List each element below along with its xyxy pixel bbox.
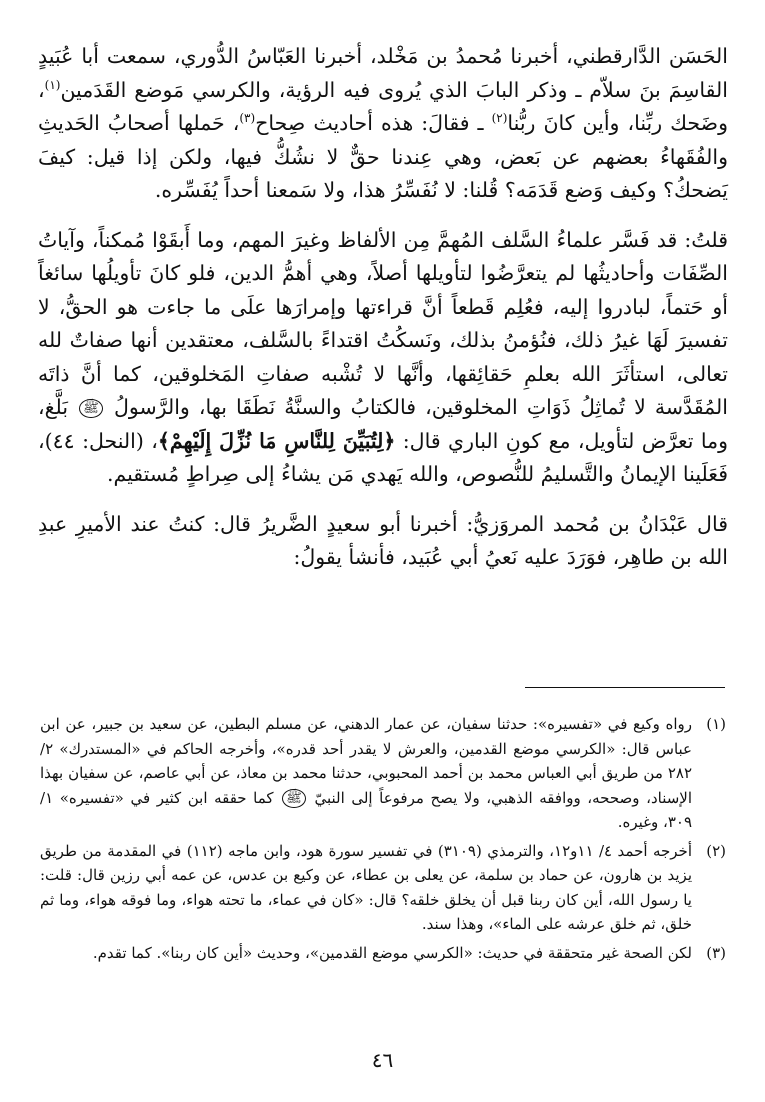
footnote-3 — [40, 941, 726, 966]
footnote-1-text-a: رواه وكيع في «تفسيره»: حدثنا سفيان، عن عمار الدهني، عن مسلم البطين، عن سعيد بن جبير، عن ابن عباس قال: «الكرسي موضع القدمين، والعرش لا يقدر أحد قدره»، وأخرجه الحاكم في «المستدرك» ٢/ ٢٨٢ من طريق أبي العباس محمد بن أحمد المحبوبي، حدثنا محمد بن معاذ، عن أبي عاصم، عن سفيان بهذا الإسناد، وصححه، ووافقه الذهبي، ولا يصح مرفوعاً إلى النبيّ — [40, 715, 693, 807]
page-number: ٤٦ — [371, 1048, 394, 1072]
footnote-text: أخرجه أحمد ٤/ ١١و١٢، والترمذي (٣١٠٩) في تفسير سورة هود، وابن ماجه (١١٢) في المقدمة من طريق يزيد بن هارون، عن حماد بن سلمة، عن يعلى بن عطاء، عن وكيع بن عدس، عن عمه أبي رزين قال: قلت: يا رسول الله، أين كان ربنا قبل أن يخلق خلقه؟ قال: «كان في عماء، ما تحته هواء، وما فوقه هواء، وما ثم خلق، ثم خلق عرشه على الماء»، وهذا سند. — [40, 841, 692, 933]
paragraph-1-text-c: ـ فقالَ: هذه أحاديث صِحاح — [255, 111, 484, 135]
paragraph-2-text-b: بَلَّغ، وما تعرَّض لتأويل، مع كونِ الباري قال: — [38, 395, 728, 453]
footnote-text — [40, 712, 692, 835]
footnote-number: (١) — [706, 715, 726, 733]
footnotes — [40, 712, 726, 969]
footnote-1 — [40, 712, 726, 835]
paragraph-1-text-d: ، حَملها أصحابُ الحَديثِ والفُقَهاءُ بعضهم عن بَعض، وهي عِندنا حقٌّ لا نشُكُّ فيها، ولكن إذا قيل: كيفَ يَضحكُ؟ وكيف وَضع قَدَمَه؟ قُلنا: لا نُفَسِّرُ هذا، ولا سَمعنا أحداً يُفَسِّره. — [38, 111, 728, 202]
footnote-2 — [40, 839, 726, 937]
footnote-text: لكن الصحة غير متحققة في حديث: «الكرسي موضع القدمين»، وحديث «أين كان ربنا». كما تقدم. — [92, 943, 692, 962]
footnote-separator — [525, 687, 725, 688]
footnote-number: (٢) — [706, 841, 726, 860]
salutation-icon: ﷺ — [282, 789, 306, 808]
footnote-ref-2[interactable]: (٢) — [491, 111, 508, 126]
paragraph-1 — [38, 40, 728, 208]
footnote-ref-1[interactable]: (١) — [44, 77, 61, 92]
main-text — [38, 40, 728, 575]
salutation-icon: ﷺ — [79, 399, 103, 418]
paragraph-2-text-c: ، (النحل: ٤٤)، فَعَلَينا الإيمانُ والتَّسليمُ للنُّصوص، والله يَهدي مَن يشاءُ إلى صِراطٍ مُستقيم. — [38, 428, 728, 486]
footnote-ref-3[interactable]: (٣) — [239, 111, 256, 126]
paragraph-2-text-a: قلتُ: قد فَسَّر علماءُ السَّلف المُهمَّ مِن الألفاظ وغيرَ المهم، وما أَبقَوْا مُمكناً، وآياتُ الصِّفَات وأحاديثُها لم يتعرَّضُوا لتأويلها أصلاً، وهي أهمُّ الدين، فلو كانَ تأويلُها سائغاً أو حَتماً، لبادروا إليه، فعُلِم قَطعاً أنَّ قراءتها وإمرارَها علَى ما جاءت هو الحقُّ، لا تفسيرَ لَهَا غيرُ ذلك، فنُؤمنُ بذلك، ونَسكُتُ اقتداءً بالسَّلف، معتقدين أنها صفاتٌ لله تعالى، استأثَرَ الله بعلمِ حَقائِقها، وأنَّها لا تُشْبه صفاتِ المَخلوقين، كما أنَّ ذاتَه المُقَدَّسة لا تُماثِلُ ذَوَاتِ المخلوقين، فالكتابُ والسنَّةُ نَطَقَا بها، والرَّسولُ — [38, 227, 728, 419]
paragraph-1-text-a: الحَسَن الدَّارقطني، أخبرنا مُحمدُ بن مَخْلد، أخبرنا العَبّاسُ الدُّوري، سمعت أبا عُبَيدٍ القاسِمَ بنَ سلاّم ـ وذكر البابَ الذي يُروى فيه الرؤية، والكرسي مَوضع القَدَمين — [38, 44, 728, 102]
quran-verse: ﴿لِتُبَيِّنَ لِلنَّاسِ مَا نُزِّلَ إِلَيْهِمْ﴾ — [157, 428, 396, 453]
footnote-number: (٣) — [706, 943, 726, 962]
footnote-1-text-b: كما حققه ابن كثير في «تفسيره» ١/ ٣٠٩، وغيره. — [40, 788, 692, 831]
paragraph-3: قال عَبْدَانُ بن مُحمد المروَزيُّ: أخبرنا أبو سعيدٍ الضَّريرُ قال: كنتُ عند الأميرِ عبدِ الله بن طاهِر، فوَرَدَ عليه نَعيُ أبي عُبَيد، فأنشأ يقولُ: — [38, 511, 728, 569]
paragraph-2 — [38, 224, 728, 492]
paragraph-1-text-b: ، وضَحك ربِّنا، وأين كانَ ربُّنا — [38, 77, 728, 135]
